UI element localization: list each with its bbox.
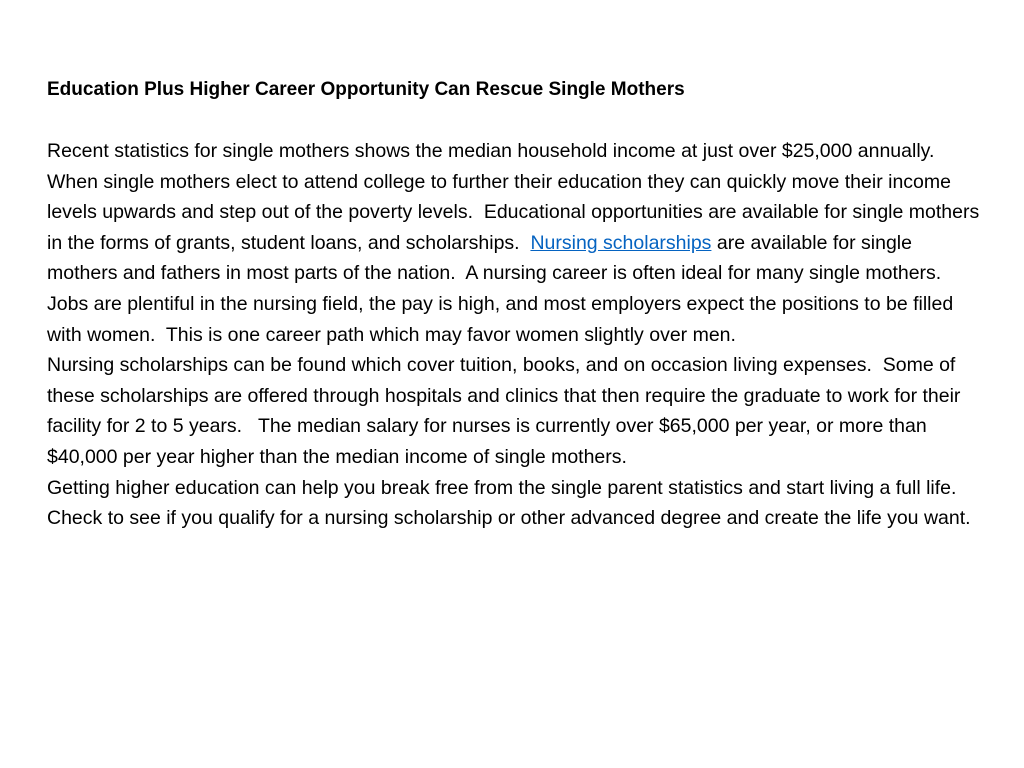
paragraph-2: Nursing scholarships can be found which cover tuition, books, and on occasion living expenses. Some of these scholarships are offered through hospitals and clinics that then require the graduate to work for their facility for 2 to 5 years. The median salary for nurses is currently over $65,000 per year, or more than $40,000 per year higher than the median income of single mothers. bbox=[47, 354, 966, 468]
paragraph-3: Getting higher education can help you break free from the single parent statistics and start living a full life. Check to see if you qualify for a nursing scholarship or other advanced degree and create the life you want. bbox=[47, 476, 971, 530]
nursing-scholarships-link[interactable]: Nursing scholarships bbox=[530, 231, 712, 254]
page-title: Education Plus Higher Career Opportunity Can Rescue Single Mothers bbox=[47, 79, 685, 100]
slide-content bbox=[47, 76, 987, 534]
paragraph-1 bbox=[47, 136, 987, 350]
paragraph-1-text-after-link: are available for single mothers and fathers in most parts of the nation. A nursing career is often ideal for many single mothers. Jobs are plentiful in the nursing field, the pay is high, and most employers expect the positions to be filled with women. This is one career path which may favor women slightly over men. bbox=[47, 231, 959, 346]
paragraph-1-text-before-link: Recent statistics for single mothers shows the median household income at just over $25,000 annually. When single mothers elect to attend college to further their education they can quickly move their income levels upwards and step out of the poverty levels. Educational opportunities are available for single mothers in the forms of grants, student loans, and scholarships. bbox=[47, 140, 985, 254]
